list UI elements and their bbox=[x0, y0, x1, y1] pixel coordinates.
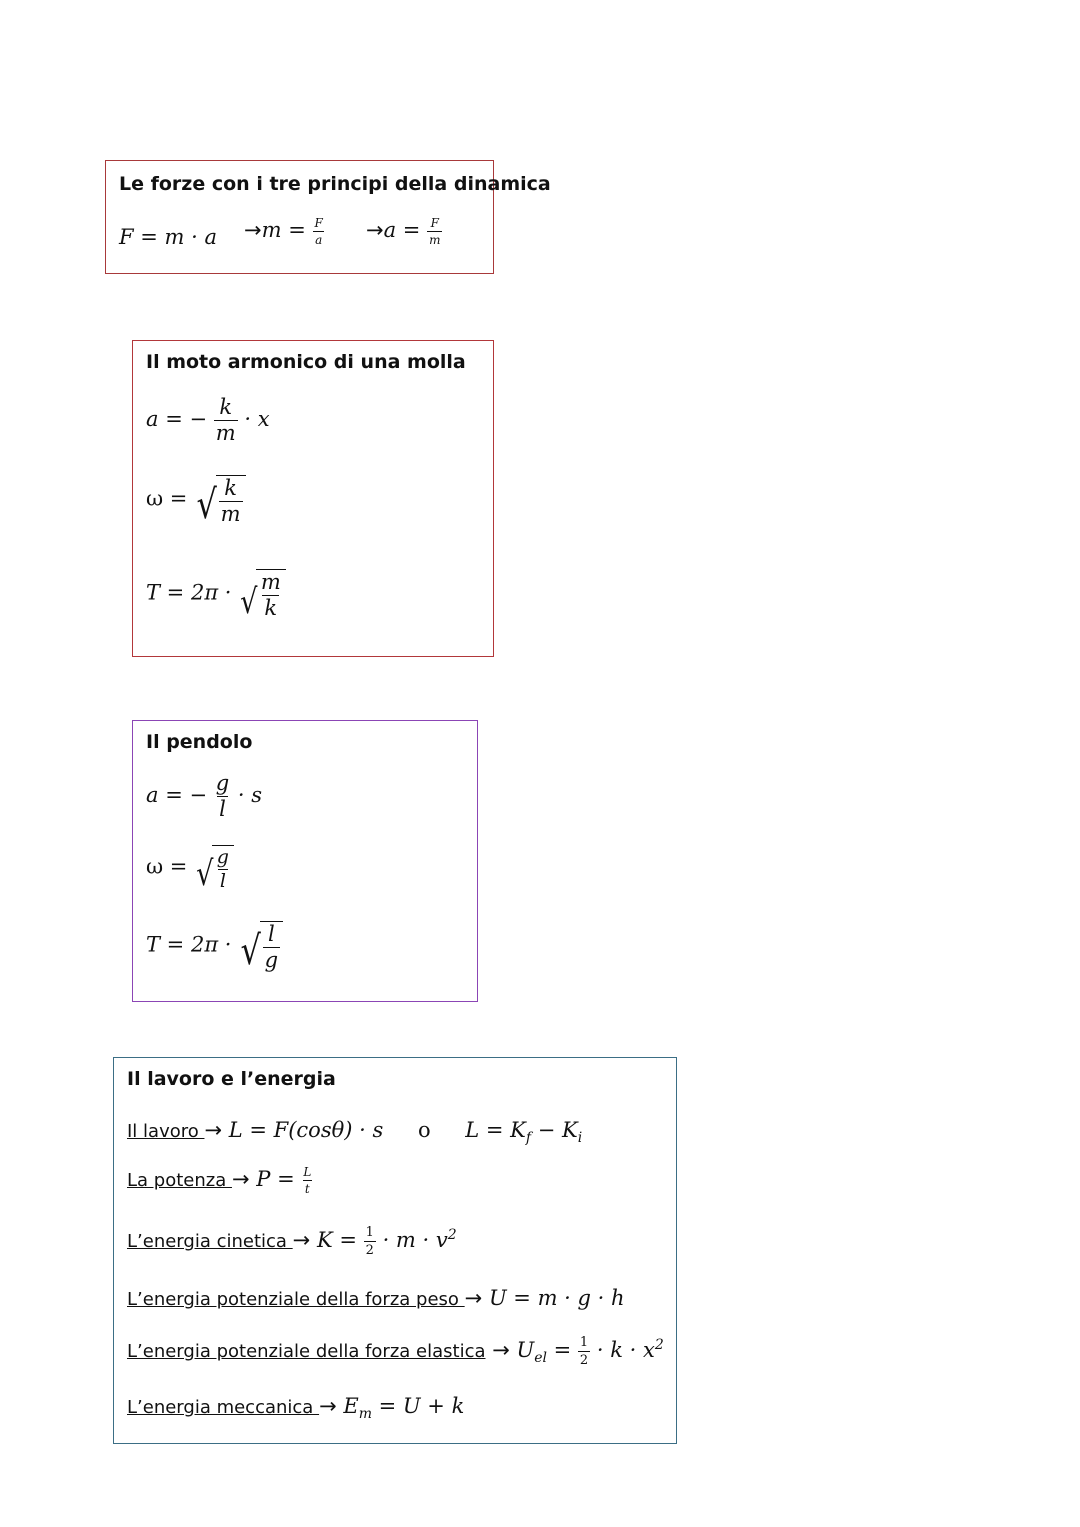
forze-eq1: F = m · a bbox=[119, 225, 217, 249]
forze-eq3: →a = $\frac{F}{m}$ bbox=[366, 216, 441, 247]
lavoro-row-gravity: L’energia potenziale della forza peso → U = m · g · h bbox=[127, 1286, 625, 1310]
forze-title: Le forze con i tre principi della dinamica bbox=[119, 173, 551, 195]
arrow-icon: → bbox=[366, 218, 384, 242]
pendolo-box bbox=[132, 720, 478, 1002]
forze-eq2-fraction: $\frac{F}{a}$ bbox=[314, 216, 323, 247]
molla-title: Il moto armonico di una molla bbox=[146, 351, 466, 373]
pendolo-acceleration: a = − $\frac{g}{l}$ · s bbox=[146, 771, 263, 821]
lavoro-row-elastic: L’energia potenziale della forza elastica → $U_{el}$ = $\frac{1}{2}$ · $k \cdot x^2$ bbox=[127, 1335, 664, 1368]
molla-box bbox=[132, 340, 494, 657]
sqrt-icon: √ $\frac{k}{m}$ bbox=[194, 475, 245, 525]
pendolo-period: T = 2π · √ $\frac{l}{g}$ bbox=[146, 921, 283, 971]
sqrt-icon: √ $\frac{m}{k}$ bbox=[238, 569, 286, 619]
molla-acc-fraction: $\frac{k}{m}$ bbox=[215, 395, 236, 445]
lavoro-row-mechanical: L’energia meccanica → $E_m = U + k$ bbox=[127, 1394, 465, 1422]
pendolo-title: Il pendolo bbox=[146, 731, 253, 753]
molla-period: T = 2π · √ $\frac{m}{k}$ bbox=[146, 569, 286, 619]
sqrt-icon: √ $\frac{g}{l}$ bbox=[194, 845, 234, 891]
lavoro-row-power: La potenza → P = $\frac{L}{t}$ bbox=[127, 1165, 312, 1196]
forze-box bbox=[105, 160, 551, 274]
molla-acceleration: a = − $\frac{k}{m}$ · x bbox=[146, 395, 270, 445]
pendolo-omega: ω = √ $\frac{g}{l}$ bbox=[146, 845, 234, 891]
pendolo-acc-fraction: $\frac{g}{l}$ bbox=[215, 771, 230, 821]
arrow-icon: → bbox=[244, 218, 262, 242]
lavoro-box bbox=[113, 1057, 677, 1444]
sqrt-icon: √ $\frac{l}{g}$ bbox=[238, 921, 283, 971]
lavoro-row-work: Il lavoro → L = F(cosθ) · s o $L = K_f - K_i$ bbox=[127, 1118, 583, 1146]
forze-eq3-fraction: $\frac{F}{m}$ bbox=[429, 216, 441, 247]
molla-omega: ω = √ $\frac{k}{m}$ bbox=[146, 475, 246, 525]
forze-eq2: →m = $\frac{F}{a}$ bbox=[244, 216, 323, 247]
lavoro-row-kinetic: L’energia cinetica → K = $\frac{1}{2}$ · $m \cdot v^2$ bbox=[127, 1225, 457, 1258]
lavoro-title: Il lavoro e l’energia bbox=[127, 1068, 336, 1090]
